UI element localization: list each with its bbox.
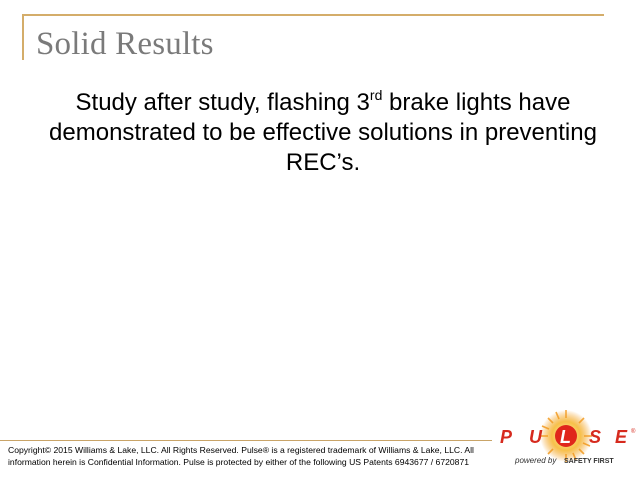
logo-trademark: ® [631, 429, 636, 435]
logo-letter-l: L [560, 427, 571, 447]
pulse-logo [494, 408, 638, 474]
body-text-superscript: rd [369, 87, 383, 103]
frame-top-border [22, 14, 604, 16]
logo-tagline-prefix: powered by [515, 456, 557, 465]
frame-left-border [22, 14, 24, 60]
footer-copyright [8, 444, 498, 468]
footer-divider [0, 440, 492, 441]
slide-title: Solid Results [36, 26, 214, 62]
logo-letter-u: U [529, 427, 542, 447]
logo-letter-s: S [589, 427, 602, 447]
logo-tagline-brand: SAFETY FIRST [564, 458, 614, 465]
slide-body-text [30, 88, 616, 178]
body-text-part1: Study after study, flashing 3 [75, 89, 370, 116]
body-text-part2: brake lights have demonstrated to be effective solutions in preventing REC’s. [49, 89, 597, 176]
footer-line-2: information herein is Confidential Information. Pulse is protected by either of the following US Patents 6943677 / 6720871 [8, 457, 469, 467]
logo-letter-e: E [615, 427, 628, 447]
logo-letter-p: P [500, 427, 513, 447]
footer-line-1: Copyright© 2015 Williams & Lake, LLC. All Rights Reserved. Pulse® is a registered trademark of Williams & Lake, LLC. All [8, 445, 474, 455]
